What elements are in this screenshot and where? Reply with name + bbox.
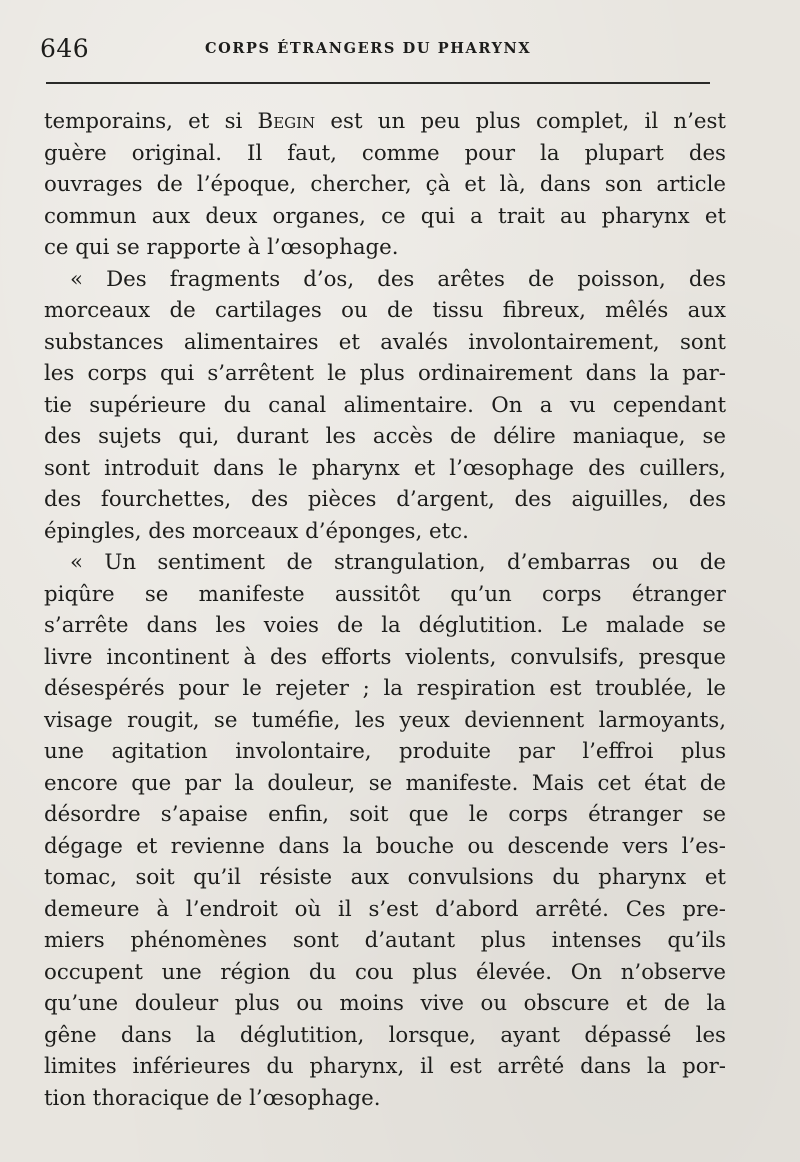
text-line: miers phénomènes sont d’autant plus intenses qu’ils bbox=[44, 928, 726, 953]
text-line: occupent une région du cou plus élevée. On n’observe bbox=[44, 959, 726, 985]
text-line: demeure à l’endroit où il s’est d’abord arrêté. Ces pre- bbox=[44, 896, 726, 922]
header-rule bbox=[46, 82, 710, 84]
body-text bbox=[44, 106, 726, 1114]
text-line: piqûre se manifeste aussitôt qu’un corps étranger bbox=[44, 581, 726, 607]
page-number: 646 bbox=[40, 34, 90, 63]
author-name: Begin bbox=[257, 109, 316, 134]
text-line: limites inférieures du pharynx, il est arrêté dans la por- bbox=[44, 1054, 726, 1079]
text-line: des sujets qui, durant les accès de délire maniaque, se bbox=[44, 424, 726, 449]
text-line: morceaux de cartilages ou de tissu fibreux, mêlés aux bbox=[44, 298, 726, 323]
running-head bbox=[40, 34, 720, 70]
text-line: une agitation involontaire, produite par l’effroi plus bbox=[44, 739, 726, 764]
text-line: tie supérieure du canal alimentaire. On a vu cependant bbox=[44, 392, 726, 418]
paragraph-3 bbox=[44, 547, 726, 1114]
text-line: gêne dans la déglutition, lorsque, ayant dépassé les bbox=[44, 1022, 726, 1048]
text-line: dégage et revienne dans la bouche ou descende vers l’es- bbox=[44, 833, 726, 859]
text-line: substances alimentaires et avalés involontairement, sont bbox=[44, 329, 726, 355]
text-line: ce qui se rapporte à l’œsophage. bbox=[44, 235, 399, 260]
paragraph-2 bbox=[44, 264, 726, 548]
text-line: livre incontinent à des efforts violents, convulsifs, presque bbox=[44, 644, 726, 670]
text-line: épingles, des morceaux d’éponges, etc. bbox=[44, 518, 469, 544]
text-line: visage rougit, se tuméfie, les yeux deviennent larmoyants, bbox=[44, 707, 726, 733]
text-line: s’arrête dans les voies de la déglutition. Le malade se bbox=[44, 613, 726, 638]
text-line: sont introduit dans le pharynx et l’œsophage des cuillers, bbox=[44, 455, 726, 481]
text-line: « Des fragments d’os, des arêtes de poisson, des bbox=[70, 266, 726, 292]
text-line: les corps qui s’arrêtent le plus ordinairement dans la par- bbox=[44, 361, 726, 386]
text-line: ouvrages de l’époque, chercher, çà et là, dans son article bbox=[44, 172, 726, 197]
text-line: désespérés pour le rejeter ; la respiration est troublée, le bbox=[44, 676, 726, 701]
text-line: temporains, et si Begin est un peu plus complet, il n’est bbox=[44, 109, 726, 134]
paragraph-1 bbox=[44, 106, 726, 264]
text-line: encore que par la douleur, se manifeste. Mais cet état de bbox=[44, 770, 726, 796]
text-line: tion thoracique de l’œsophage. bbox=[44, 1085, 381, 1111]
running-title: CORPS ÉTRANGERS DU PHARYNX bbox=[205, 40, 532, 57]
text-line: guère original. Il faut, comme pour la plupart des bbox=[44, 140, 726, 166]
text-line: « Un sentiment de strangulation, d’embarras ou de bbox=[70, 550, 726, 575]
text-line: désordre s’apaise enfin, soit que le corps étranger se bbox=[44, 802, 726, 827]
text-line: commun aux deux organes, ce qui a trait au pharynx et bbox=[44, 203, 726, 229]
text-line: des fourchettes, des pièces d’argent, des aiguilles, des bbox=[44, 487, 726, 512]
text-line: qu’une douleur plus ou moins vive ou obscure et de la bbox=[44, 991, 726, 1016]
text-line: tomac, soit qu’il résiste aux convulsions du pharynx et bbox=[44, 865, 726, 890]
